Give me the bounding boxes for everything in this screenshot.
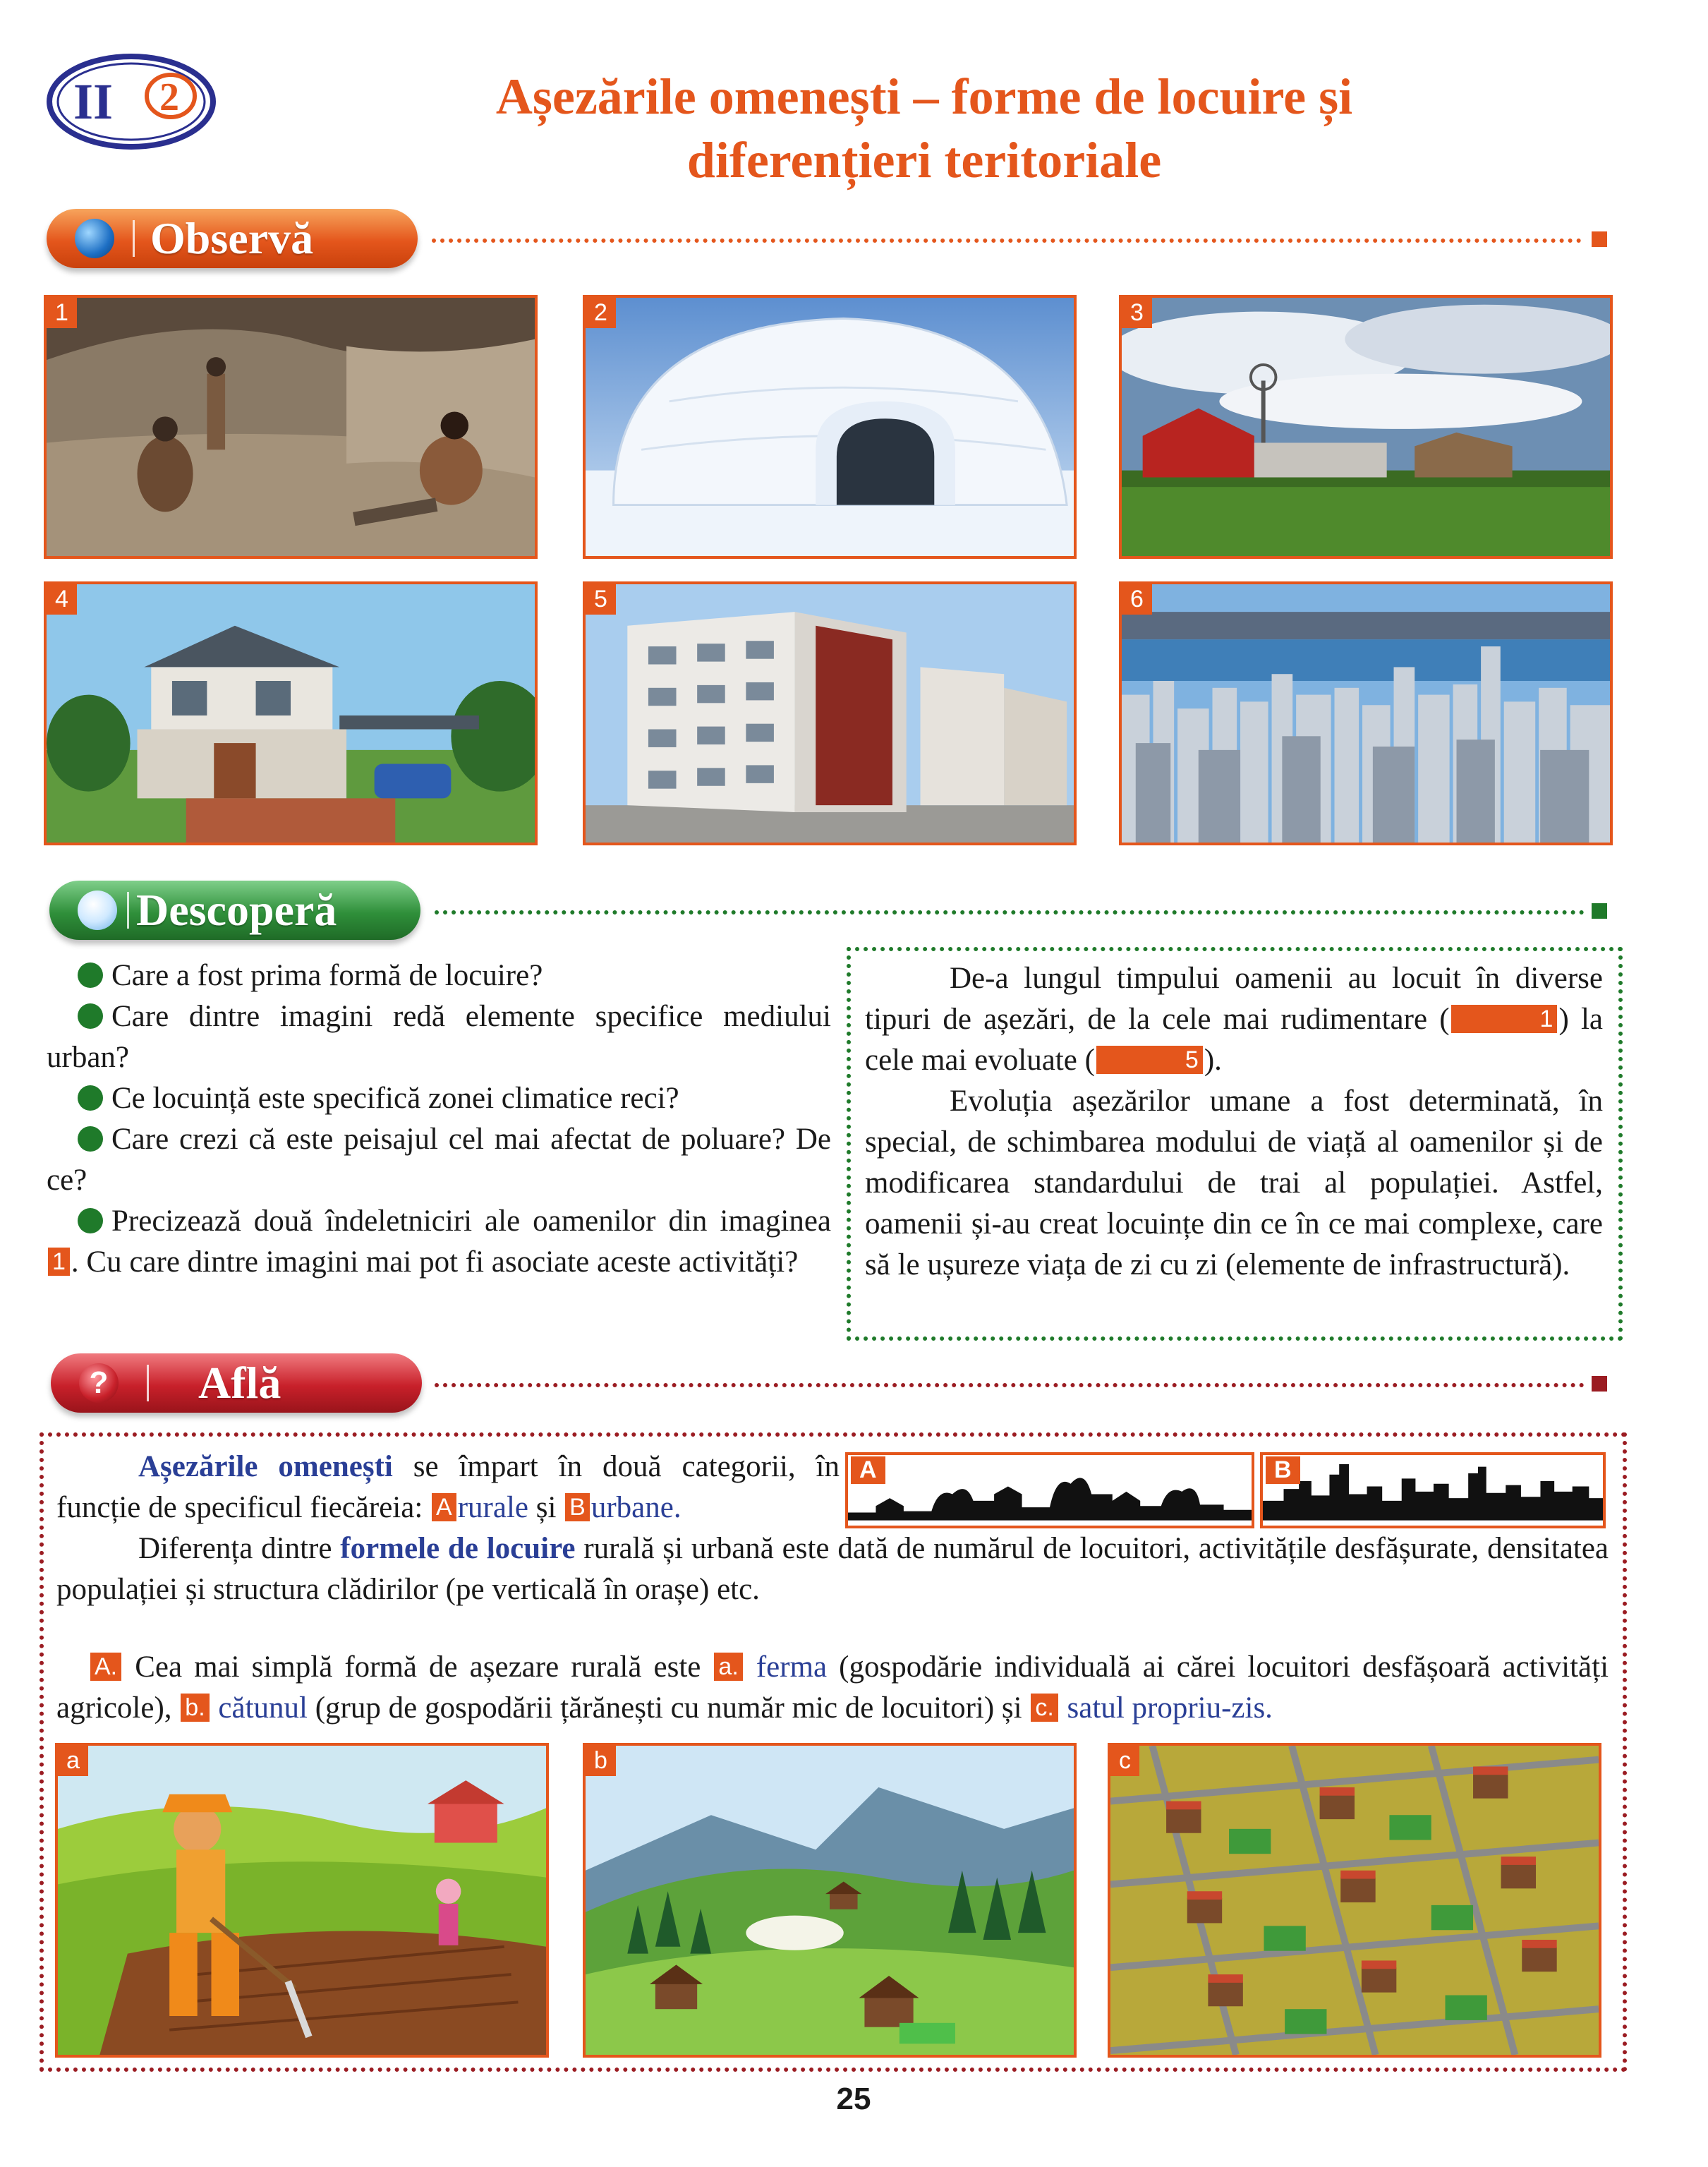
bullet-icon (78, 1085, 103, 1111)
apartment-block-icon (586, 584, 1074, 843)
silhouette-label-b: B (1266, 1456, 1300, 1484)
question-item (47, 1078, 831, 1119)
urban-label: urbane. (590, 1491, 682, 1524)
category-tag-b: B (565, 1493, 590, 1521)
title-line-1: Așezările omenești – forme de locuire și (495, 68, 1353, 125)
unit-number: II (73, 73, 114, 130)
photo-number: 2 (586, 298, 616, 328)
catun-tag: b. (181, 1694, 209, 1722)
urban-silhouette (1260, 1452, 1606, 1528)
illustration-village (1108, 1743, 1601, 2058)
unit-badge (47, 52, 216, 151)
title-line-2: diferențieri teritoriale (686, 132, 1162, 188)
question-item (47, 996, 831, 1078)
igloo-icon (586, 298, 1074, 556)
image-ref-tag: 1 (1451, 1005, 1558, 1033)
info-box (847, 947, 1623, 1341)
illustration-label: c (1110, 1746, 1139, 1776)
category-tag-a: A (432, 1493, 456, 1521)
question-text: Care dintre imagini redă elemente specifice mediului urban? (47, 1000, 831, 1074)
rural-silhouette (845, 1452, 1254, 1528)
question-list (47, 955, 831, 1283)
farm-barn-icon (1122, 298, 1610, 556)
page-title (310, 65, 1538, 192)
question-mark-icon: ? (79, 1363, 119, 1403)
illustration-hamlet (583, 1743, 1077, 2058)
photo-number: 6 (1122, 584, 1152, 615)
bullet-icon (78, 962, 103, 988)
house-icon (47, 584, 535, 843)
section-descopera-header (49, 881, 420, 940)
divider (432, 239, 1582, 243)
bullet-icon (78, 1126, 103, 1152)
question-text: Precizează două îndeletniciri ale oamenilor din imaginea (111, 1205, 831, 1238)
divider (435, 910, 1585, 915)
photo-number: 3 (1122, 298, 1152, 328)
question-item (47, 1119, 831, 1201)
sat-term: satul propriu-zis. (1067, 1691, 1273, 1725)
bullet-icon (78, 1003, 103, 1029)
page-number: 25 (836, 2082, 871, 2116)
question-item (47, 1201, 831, 1283)
bullet-icon (78, 1208, 103, 1233)
ferma-term: ferma (756, 1650, 828, 1684)
question-text: Care a fost prima formă de locuire? (111, 959, 543, 992)
photo-farm (1119, 295, 1613, 559)
catun-term: cătunul (218, 1691, 308, 1725)
section-afla-title: Află (198, 1358, 281, 1408)
info-paragraph: Evoluția așezărilor umane a fost determinată, în special, de schimbarea modului de viață al oamenilor și de modificarea standardului de trai al populației. Astfel, oamenii și-au creat locuințe din ce în ce mai complexe, care să le ușureze viața de zi cu zi (elemente de infrastructură). (865, 1085, 1603, 1281)
image-ref-tag: 1 (48, 1248, 70, 1276)
divider-end-square (1592, 903, 1607, 919)
section-observa-header (47, 209, 418, 268)
illustration-label: a (58, 1746, 88, 1776)
photo-apartments (583, 581, 1077, 845)
afla-paragraph-2: Diferența dintre formele de locuire rurală și urbană este dată de numărul de locuitori, activitățile desfășurate, densitatea populației și structura clădirilor (pe verticală în orașe) etc. (56, 1532, 1609, 1606)
section-descopera-title: Descoperă (136, 885, 337, 935)
village-silhouette-icon (848, 1455, 1252, 1526)
cave-dwellers-icon (47, 298, 535, 556)
rural-section-tag: A. (90, 1653, 121, 1681)
question-text: . Cu care dintre imagini mai pot fi asociate aceste activități? (71, 1245, 799, 1279)
divider-end-square (1592, 1376, 1607, 1392)
hamlet-icon (586, 1746, 1074, 2055)
image-ref-tag: 5 (1096, 1046, 1203, 1074)
info-box-text (865, 958, 1603, 1286)
divider (435, 1383, 1585, 1387)
photo-city (1119, 581, 1613, 845)
photo-number: 1 (47, 298, 77, 328)
afla-paragraph-1: Așezările omenești se împart în două categorii, în funcție de specificul fiecăreia: A rurale și B urbane. (56, 1450, 840, 1524)
lightbulb-icon (78, 891, 117, 930)
photo-house (44, 581, 538, 845)
photo-cave (44, 295, 538, 559)
section-afla-header (51, 1353, 422, 1413)
afla-paragraph-3: A. Cea mai simplă formă de așezare rurală este a. ferma (gospodărie individuală ai cărei locuitori desfășoară activități agricole), b. cătunul (grup de gospodării țărănești cu număr mic de locuitori) și c. satul propriu-zis. (56, 1650, 1609, 1725)
globe-icon (75, 219, 114, 258)
city-silhouette-icon (1263, 1455, 1603, 1526)
village-icon (1110, 1746, 1599, 2055)
lesson-number: 2 (159, 76, 179, 119)
section-observa-title: Observă (150, 213, 314, 263)
question-text: Ce locuință este specifică zonei climatice reci? (111, 1082, 679, 1115)
illustration-label: b (586, 1746, 616, 1776)
rural-label: rurale (457, 1491, 528, 1524)
farmer-icon (58, 1746, 546, 2055)
city-skyline-icon (1122, 584, 1610, 843)
info-paragraph: De-a lungul timpului oamenii au locuit în diverse tipuri de așezări, de la cele mai rudimentare ( 1 ) la cele mai evoluate ( 5 ). (865, 962, 1603, 1077)
illustration-farm (55, 1743, 549, 2058)
photo-number: 5 (586, 584, 616, 615)
ferma-tag: a. (714, 1653, 742, 1681)
photo-number: 4 (47, 584, 77, 615)
question-text: Care crezi că este peisajul cel mai afectat de poluare? De ce? (47, 1123, 831, 1197)
photo-igloo (583, 295, 1077, 559)
silhouette-label-a: A (851, 1456, 885, 1484)
question-item (47, 955, 831, 996)
sat-tag: c. (1031, 1694, 1058, 1722)
divider-end-square (1592, 231, 1607, 247)
